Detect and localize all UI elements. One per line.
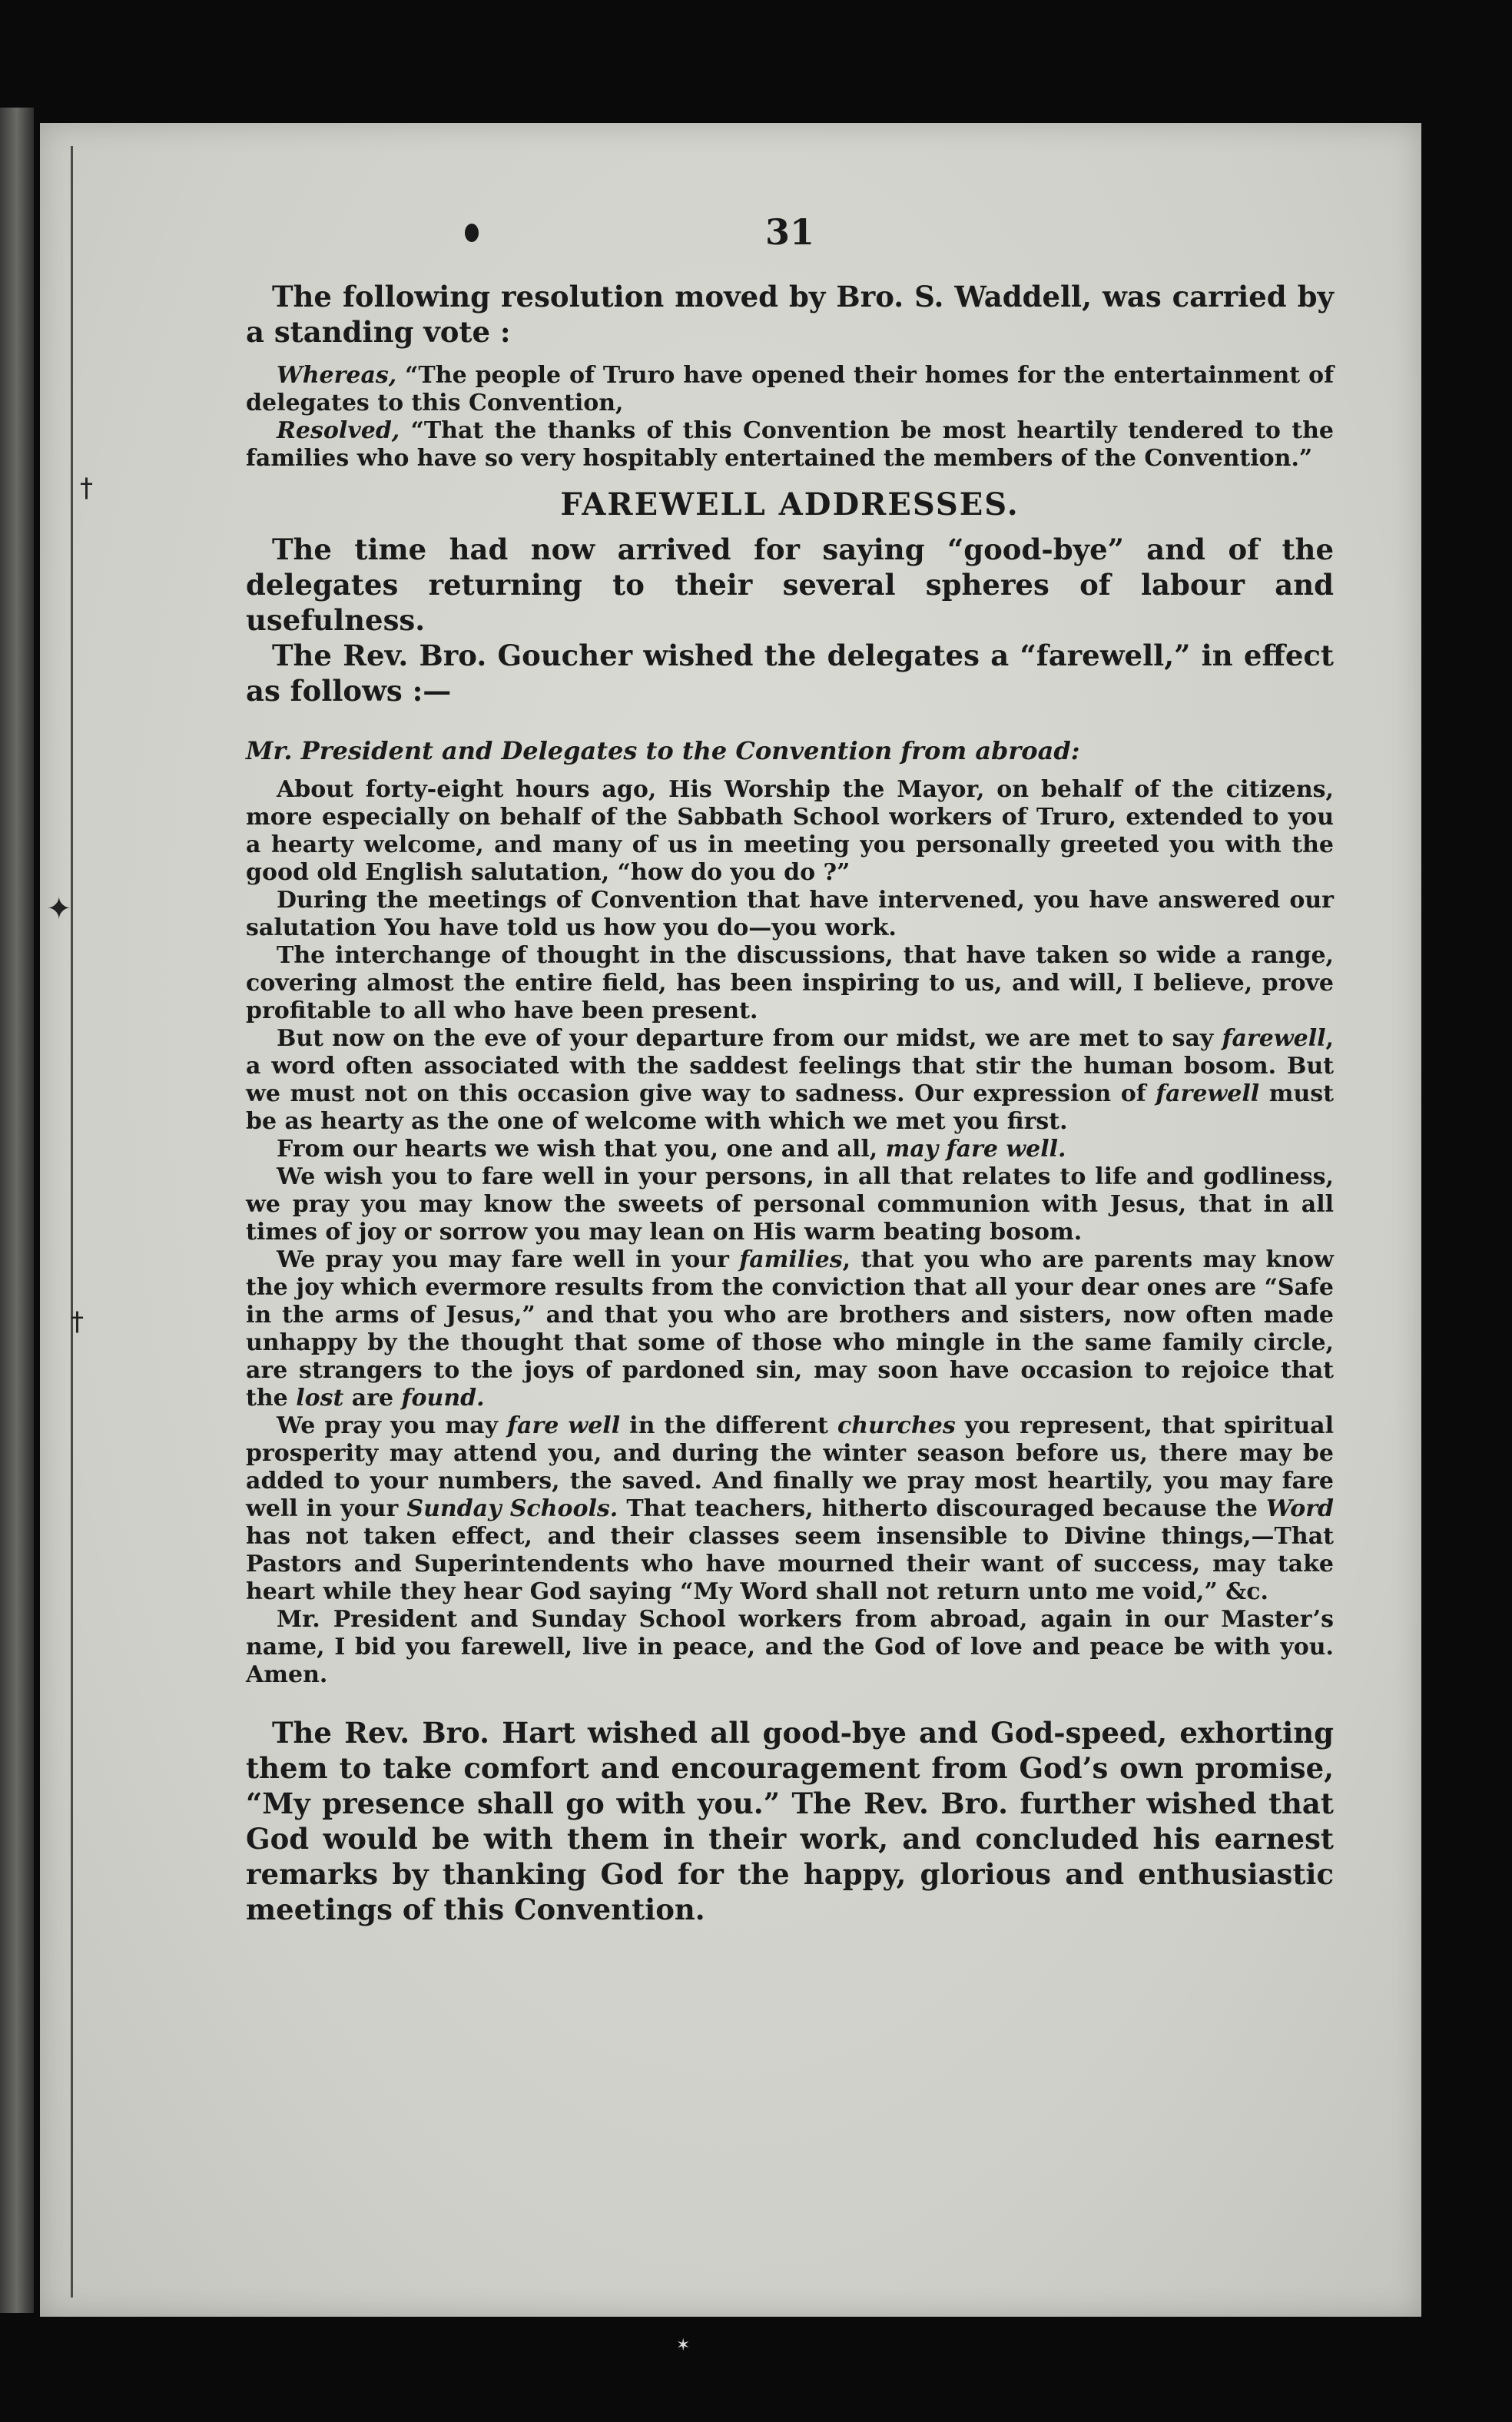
text-run: We pray you may	[277, 1412, 508, 1439]
scan-speck: ✶	[676, 2336, 691, 2355]
address-paragraph	[246, 1412, 1334, 1606]
resolved-text: “That the thanks of this Convention be most heartily tendered to the families who have so very hospitably entertained the members of the Convention.”	[246, 417, 1334, 472]
page-number	[246, 211, 1334, 253]
italic-run: may fare well.	[885, 1136, 1066, 1163]
whereas-clause	[246, 362, 1334, 417]
margin-dagger-mark: †	[80, 473, 93, 503]
resolved-clause	[246, 417, 1334, 473]
whereas-label: Whereas,	[277, 362, 397, 389]
whereas-text: “The people of Truro have opened their homes for the entertainment of delegates to this Convention,	[246, 362, 1334, 416]
text-run: , a word often associated with the saddest feelings that stir the human bosom. But we must not on this occasion give way to sadness. Our expression of	[246, 1025, 1334, 1107]
page-text	[246, 211, 1334, 1927]
goucher-paragraph: The Rev. Bro. Goucher wished the delegates a “farewell,” in effect as follows :—	[246, 639, 1334, 708]
address-paragraph: Mr. President and Sunday School workers from abroad, again in our Master’s name, I bid you farewell, live in peace, and the God of love and peace be with you. Amen.	[246, 1606, 1334, 1688]
address-paragraph: We wish you to fare well in your persons, in all that relates to life and godliness, we pray you may know the sweets of personal communion with Jesus, that in all times of joy or sorrow you may lean on His warm beating bosom.	[246, 1163, 1334, 1246]
text-run: But now on the eve of your departure from our midst, we are met to say	[277, 1025, 1222, 1052]
time-paragraph: The time had now arrived for saying “good-bye” and of the delegates returning to their several spheres of labour and usefulness.	[246, 533, 1334, 637]
text-run: , that you who are parents may know the joy which evermore results from the conviction that all your dear ones are “Safe in the arms of Jesus,” and that you who are brothers and sisters, now often made unhappy by the thought that some of those who mingle in the same family circle, are strangers to the joys of pardoned sin, may soon have occasion to rejoice that the	[246, 1246, 1334, 1412]
text-run: has not taken effect, and their classes seem insensible to Divine things,—That Pastors and Superintendents who have mourned their want of success, may take heart while they hear God saying “My Word shall not return unto me void,” &c.	[246, 1523, 1334, 1605]
italic-run: fare well	[507, 1412, 621, 1439]
hart-paragraph: The Rev. Bro. Hart wished all good-bye and God-speed, exhorting them to take comfort and encouragement from God’s own promise, “My presence shall go with you.” The Rev. Bro. further wished that God would be with them in their work, and concluded his earnest remarks by thanking God for the happy, glorious and enthusiastic meetings of this Convention.	[246, 1716, 1334, 1926]
text-run: We pray you may fare well in your	[277, 1246, 740, 1273]
address-paragraph	[246, 1136, 1334, 1163]
resolution-intro: The following resolution moved by Bro. S. Waddell, was carried by a standing vote :	[246, 280, 1334, 349]
italic-run: farewell	[1156, 1080, 1260, 1107]
address-paragraph: During the meetings of Convention that have intervened, you have answered our salutation You have told us how you do—you work.	[246, 887, 1334, 941]
italic-run: families	[739, 1246, 843, 1273]
document-page	[40, 123, 1421, 2317]
address-paragraph	[246, 1025, 1334, 1136]
text-run: must be as hearty as the one of welcome with which we met you first.	[246, 1080, 1335, 1135]
margin-dagger-mark: †	[71, 1306, 84, 1337]
adjacent-page-edge	[0, 108, 34, 2313]
italic-run: Sunday Schools.	[406, 1495, 618, 1522]
text-run: in the different	[620, 1412, 837, 1439]
address-paragraph: The interchange of thought in the discussions, that have taken so wide a range, covering almost the entire field, has been inspiring to us, and will, I believe, prove profitable to all who have been present.	[246, 942, 1334, 1024]
binding-line	[71, 146, 73, 2298]
italic-run: Word	[1265, 1495, 1334, 1522]
margin-star-mark: ✦	[46, 891, 72, 927]
text-run: From our hearts we wish that you, one and all,	[277, 1136, 886, 1163]
address-paragraph	[246, 1246, 1334, 1412]
text-run: are	[343, 1385, 402, 1412]
address-salutation: Mr. President and Delegates to the Convention from abroad:	[246, 736, 1080, 765]
text-run: you represent, that spiritual prosperity may attend you, and during the winter season before us, there may be added to your numbers, the saved. And finally we pray most heartily, you may fare well in your	[246, 1412, 1334, 1522]
italic-run: churches	[837, 1412, 956, 1439]
italic-run: lost	[296, 1385, 344, 1412]
italic-run: found.	[401, 1385, 485, 1412]
resolved-label: Resolved,	[277, 417, 400, 444]
italic-run: farewell	[1222, 1025, 1326, 1052]
section-heading: FAREWELL ADDRESSES.	[560, 486, 1020, 523]
text-run: That teachers, hitherto discouraged because the	[618, 1495, 1266, 1522]
ink-dot	[465, 224, 479, 242]
page-number-text: 31	[764, 211, 814, 253]
address-paragraph: About forty-eight hours ago, His Worship the Mayor, on behalf of the citizens, more especially on behalf of the Sabbath School workers of Truro, extended to you a hearty welcome, and many of us in meeting you personally greeted you with the good old English salutation, “how do you do ?”	[246, 776, 1334, 886]
